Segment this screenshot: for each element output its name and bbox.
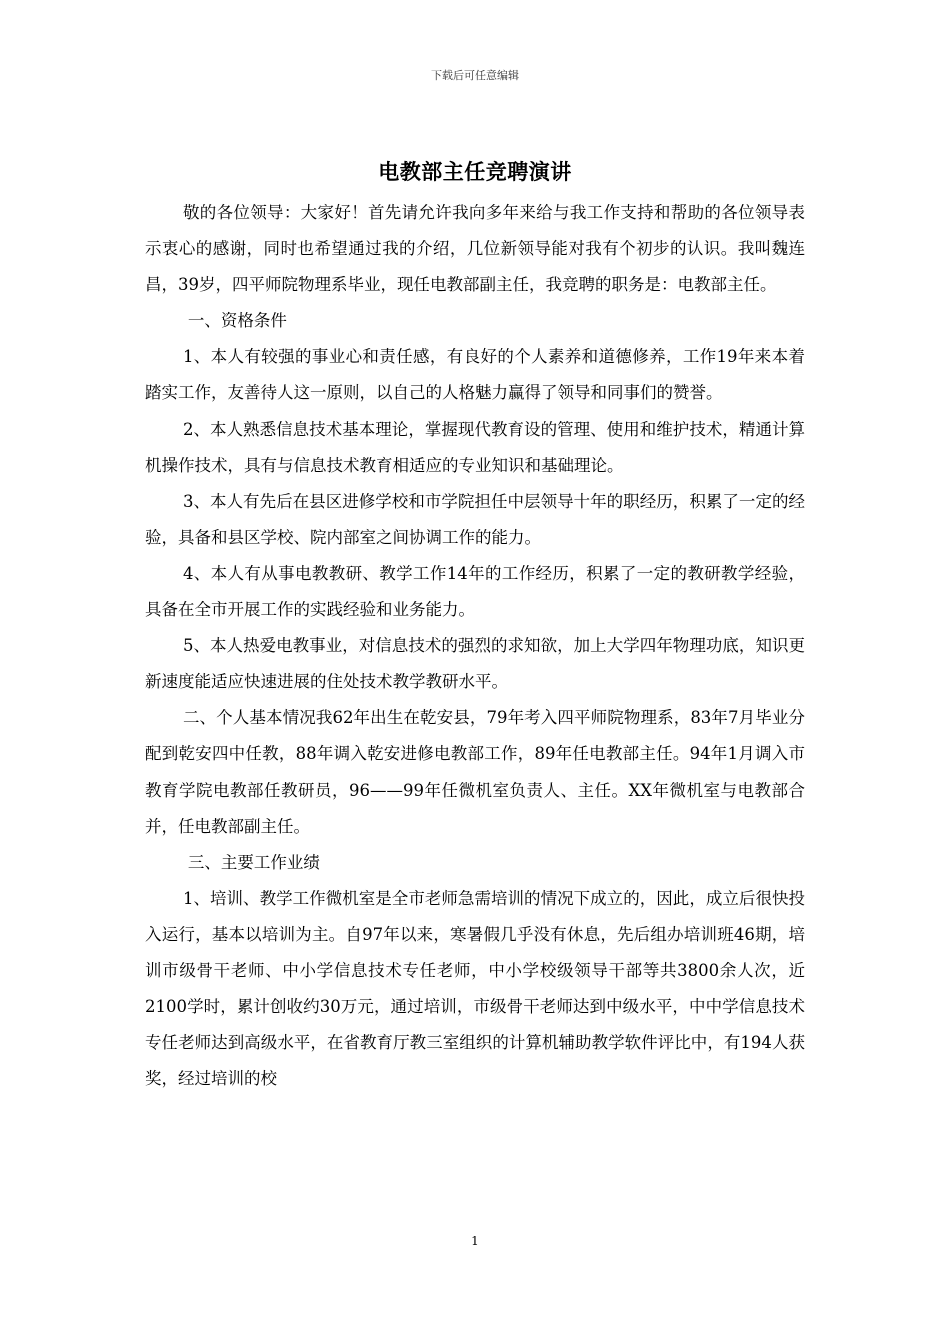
paragraph-qualification-5: 5、本人热爱电教事业，对信息技术的强烈的求知欲，加上大学四年物理功底，知识更新速度能适应快速进展的住处技术教学教研水平。 (145, 636, 805, 692)
document-body (145, 195, 805, 1097)
page-number: 1 (471, 1234, 479, 1248)
paragraph-qualification-1: 1、本人有较强的事业心和责任感，有良好的个人素养和道德修养，工作19年来本着踏实工作，友善待人这一原则，以自己的人格魅力赢得了领导和同事们的赞誉。 (145, 347, 805, 403)
paragraph-qualification-2: 2、本人熟悉信息技术基本理论，掌握现代教育设的管理、使用和维护技术，精通计算机操作技术，具有与信息技术教育相适应的专业知识和基础理论。 (145, 419, 805, 475)
paragraph-personal-info: 二、个人基本情况我62年出生在乾安县，79年考入四平师院物理系，83年7月毕业分配到乾安四中任教，88年调入乾安进修电教部工作，89年任电教部主任。94年1月调入市教育学院电教部任教研员，96——99年任微机室负责人、主任。XX年微机室与电教部合并，任电教部副主任。 (145, 708, 805, 836)
paragraph-qualification-3: 3、本人有先后在县区进修学校和市学院担任中层领导十年的职经历，积累了一定的经验，具备和县区学校、院内部室之间协调工作的能力。 (145, 491, 805, 547)
document-title: 电教部主任竞聘演讲 (378, 159, 572, 184)
section-heading-achievements: 三、主要工作业绩 (187, 852, 320, 872)
paragraph-greeting: 敬的各位领导：大家好！首先请允许我向多年来给与我工作支持和帮助的各位领导表示衷心的感谢，同时也希望通过我的介绍，几位新领导能对我有个初步的认识。我叫魏连昌，39岁，四平师院物理系毕业，现任电教部副主任，我竞聘的职务是：电教部主任。 (145, 203, 805, 295)
header-note: 下载后可任意编辑 (431, 69, 519, 82)
paragraph-qualification-4: 4、本人有从事电教教研、教学工作14年的工作经历，积累了一定的教研教学经验，具备在全市开展工作的实践经验和业务能力。 (145, 563, 805, 620)
paragraph-achievement-1: 1、培训、教学工作微机室是全市老师急需培训的情况下成立的，因此，成立后很快投入运行，基本以培训为主。自97年以来，寒暑假几乎没有休息，先后组办培训班46期，培训市级骨干老师、中小学信息技术专任老师，中小学校级领导干部等共3800余人次，近2100学时，累计创收约30万元，通过培训，市级骨干老师达到中级水平，中中学信息技术专任老师达到高级水平，在省教育厅教三室组织的计算机辅助教学软件评比中，有194人获奖，经过培训的校 (145, 888, 805, 1089)
section-heading-qualifications: 一、资格条件 (187, 311, 287, 331)
